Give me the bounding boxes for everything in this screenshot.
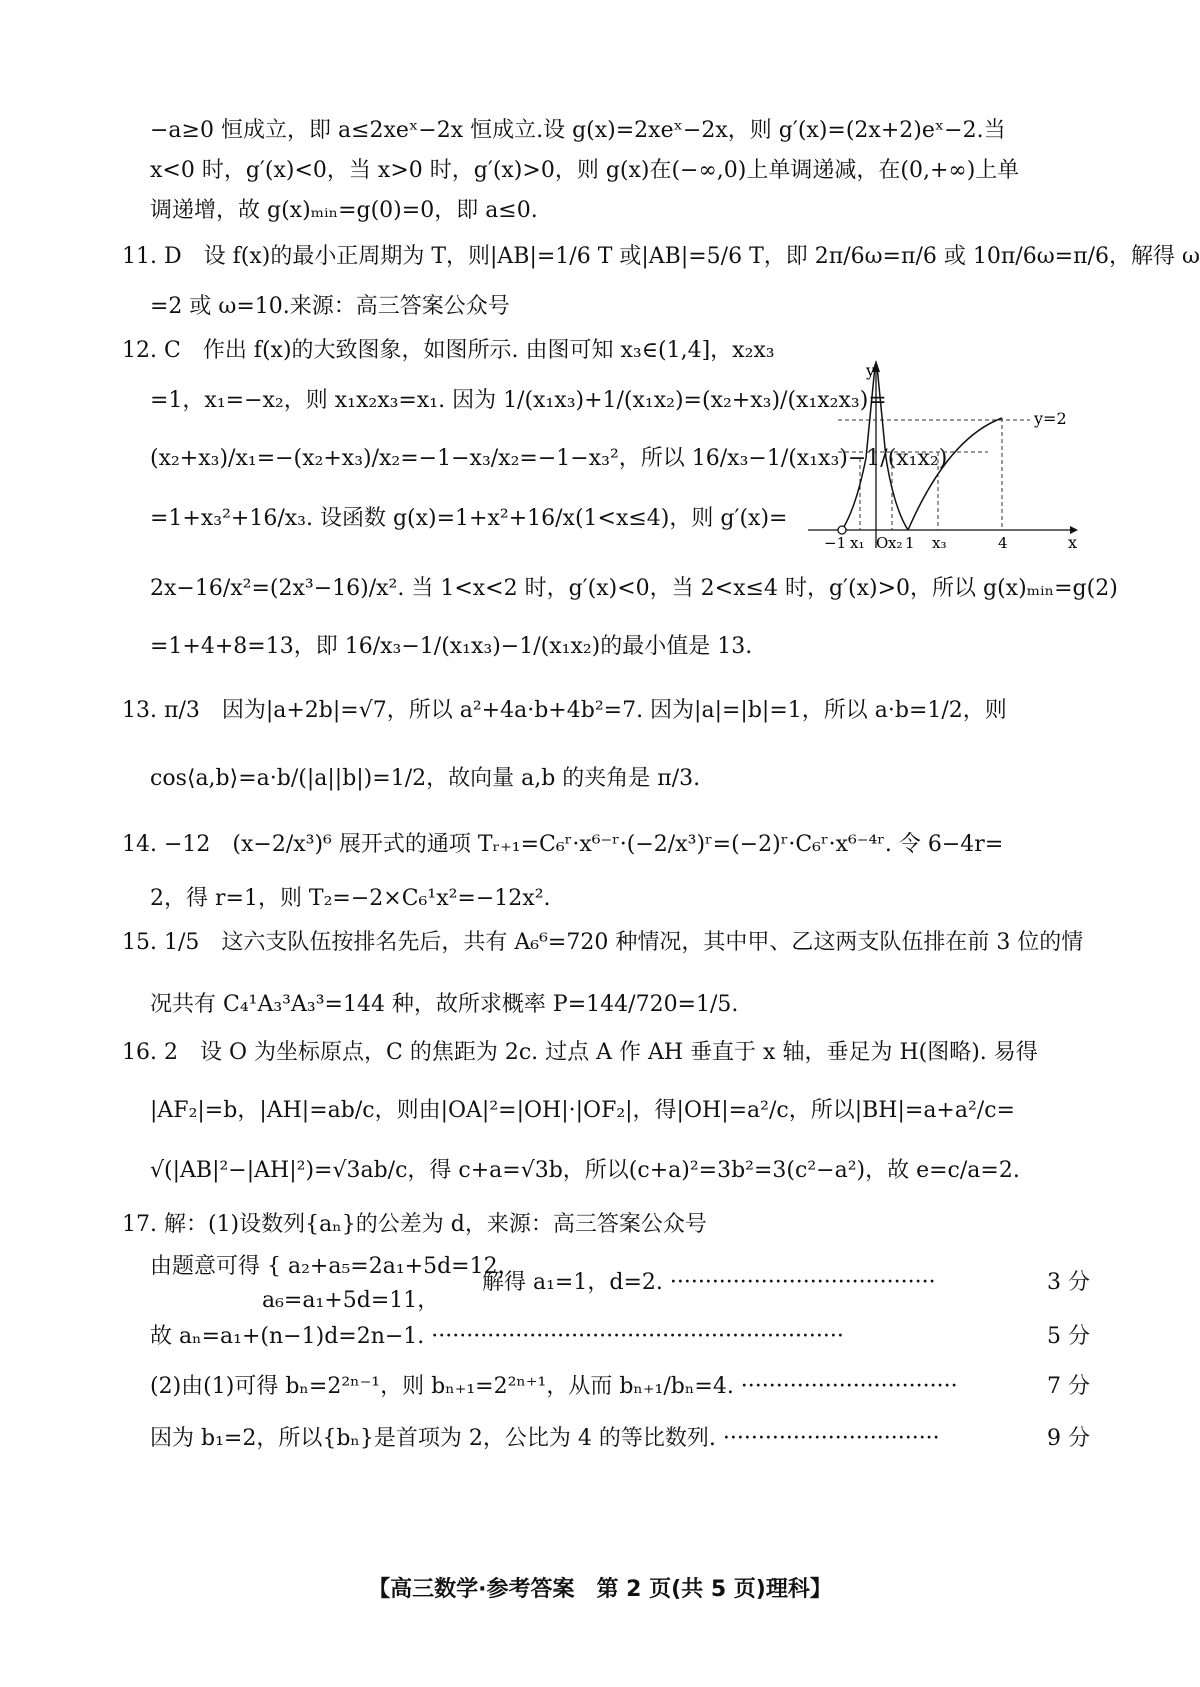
answer-11: 11. D 设 f(x)的最小正周期为 T，则|AB|=1/6 T 或|AB|=5/6 T，即 2π/6ω=π/6 或 10π/6ω=π/6，解得 ω <box>122 244 1200 269</box>
curve-left <box>842 366 875 530</box>
answer-16: 16. 2 设 O 为坐标原点，C 的焦距为 2c. 过点 A 作 AH 垂直于 x 轴，垂足为 H(图略). 易得 <box>122 1040 1038 1065</box>
label-y: y <box>866 361 876 380</box>
answer-13: 13. π/3 因为|a+2b|=√7，所以 a²+4a·b+4b²=7. 因为|a|=|b|=1，所以 a·b=1/2，则 <box>122 698 1007 723</box>
text-line: (2)由(1)可得 bₙ=2²ⁿ⁻¹，则 bₙ₊₁=2²ⁿ⁺¹，从而 bₙ₊₁/bₙ=4. ······························· <box>150 1374 958 1399</box>
open-point-icon <box>838 526 846 534</box>
page-footer: 【高三数学·参考答案 第 2 页(共 5 页)理科】 <box>368 1577 832 1602</box>
text-line: 因为 b₁=2，所以{bₙ}是首项为 2，公比为 4 的等比数列. ······························· <box>150 1426 940 1451</box>
system-line-1: 由题意可得 { a₂+a₅=2a₁+5d=12， <box>150 1254 520 1279</box>
label-one: 1 <box>905 534 915 548</box>
text-line: 故 aₙ=a₁+(n−1)d=2n−1. ··························································· <box>150 1324 844 1349</box>
curve-middle <box>877 366 908 530</box>
label-x3: x₃ <box>932 534 947 548</box>
label-x1: x₁ <box>850 534 865 548</box>
text-line: 2x−16/x²=(2x³−16)/x². 当 1<x<2 时，g′(x)<0，当 2<x≤4 时，g′(x)>0，所以 g(x)ₘᵢₙ=g(2) <box>150 576 1118 601</box>
text-line: (x₂+x₃)/x₁=−(x₂+x₃)/x₂=−1−x₃/x₂=−1−x₃²，所以 16/x₃−1/(x₁x₃)−1/(x₁x₂) <box>150 446 948 471</box>
answer-12: 12. C 作出 f(x)的大致图象，如图所示. 由图可知 x₃∈(1,4]，x₂x₃ <box>122 338 775 363</box>
text-line: cos⟨a,b⟩=a·b/(|a||b|)=1/2，故向量 a,b 的夹角是 π/3. <box>150 766 701 791</box>
text-line: =1，x₁=−x₂，则 x₁x₂x₃=x₁. 因为 1/(x₁x₃)+1/(x₁x₂)=(x₂+x₃)/(x₁x₂x₃)= <box>150 388 887 413</box>
label-y2: y=2 <box>1034 409 1067 428</box>
text-line: =1+x₃²+16/x₃. 设函数 g(x)=1+x²+16/x(1<x≤4)，则 g′(x)= <box>150 506 788 531</box>
text-line: √(|AB|²−|AH|²)=√3ab/c，得 c+a=√3b，所以(c+a)²=3b²=3(c²−a²)，故 e=c/a=2. <box>150 1158 1020 1183</box>
label-x: x <box>1068 533 1078 548</box>
label-x2: x₂ <box>888 534 903 548</box>
curve-right <box>908 418 1002 530</box>
text-line: =1+4+8=13，即 16/x₃−1/(x₁x₃)−1/(x₁x₂)的最小值是 13. <box>150 634 753 659</box>
answer-15: 15. 1/5 这六支队伍按排名先后，共有 A₆⁶=720 种情况，其中甲、乙这两支队伍排在前 3 位的情 <box>122 930 1084 955</box>
score-5: 5 分 <box>1047 1324 1090 1349</box>
system-line-2: a₆=a₁+5d=11， <box>262 1288 440 1313</box>
text-line: x<0 时，g′(x)<0，当 x>0 时，g′(x)>0，则 g(x)在(−∞,0)上单调递减，在(0,+∞)上单 <box>150 158 1020 183</box>
text-line: −a≥0 恒成立，即 a≤2xeˣ−2x 恒成立.设 g(x)=2xeˣ−2x，则 g′(x)=(2x+2)eˣ−2.当 <box>150 118 1006 143</box>
score-3: 3 分 <box>1047 1270 1090 1295</box>
label-origin: O <box>876 534 889 548</box>
text-line: 调递增，故 g(x)ₘᵢₙ=g(0)=0，即 a≤0. <box>150 198 538 223</box>
label-four: 4 <box>998 534 1008 548</box>
text-line: =2 或 ω=10.来源：高三答案公众号 <box>150 294 510 319</box>
function-graph <box>808 358 1078 548</box>
text-line: |AF₂|=b，|AH|=ab/c，则由|OA|²=|OH|·|OF₂|，得|OH|=a²/c，所以|BH|=a+a²/c= <box>150 1098 1015 1123</box>
score-7: 7 分 <box>1047 1374 1090 1399</box>
answer-14: 14. −12 (x−2/x³)⁶ 展开式的通项 Tᵣ₊₁=C₆ʳ·x⁶⁻ʳ·(−2/x³)ʳ=(−2)ʳ·C₆ʳ·x⁶⁻⁴ʳ. 令 6−4r= <box>122 832 1004 857</box>
label-minus1: −1 <box>824 534 847 548</box>
text-line: 况共有 C₄¹A₃³A₃³=144 种，故所求概率 P=144/720=1/5. <box>150 992 739 1017</box>
text-line: 2，得 r=1，则 T₂=−2×C₆¹x²=−12x². <box>150 886 551 911</box>
score-9: 9 分 <box>1047 1426 1090 1451</box>
system-solution: 解得 a₁=1，d=2. ······································ <box>482 1270 936 1295</box>
answer-17: 17. 解：(1)设数列{aₙ}的公差为 d，来源：高三答案公众号 <box>122 1212 707 1237</box>
